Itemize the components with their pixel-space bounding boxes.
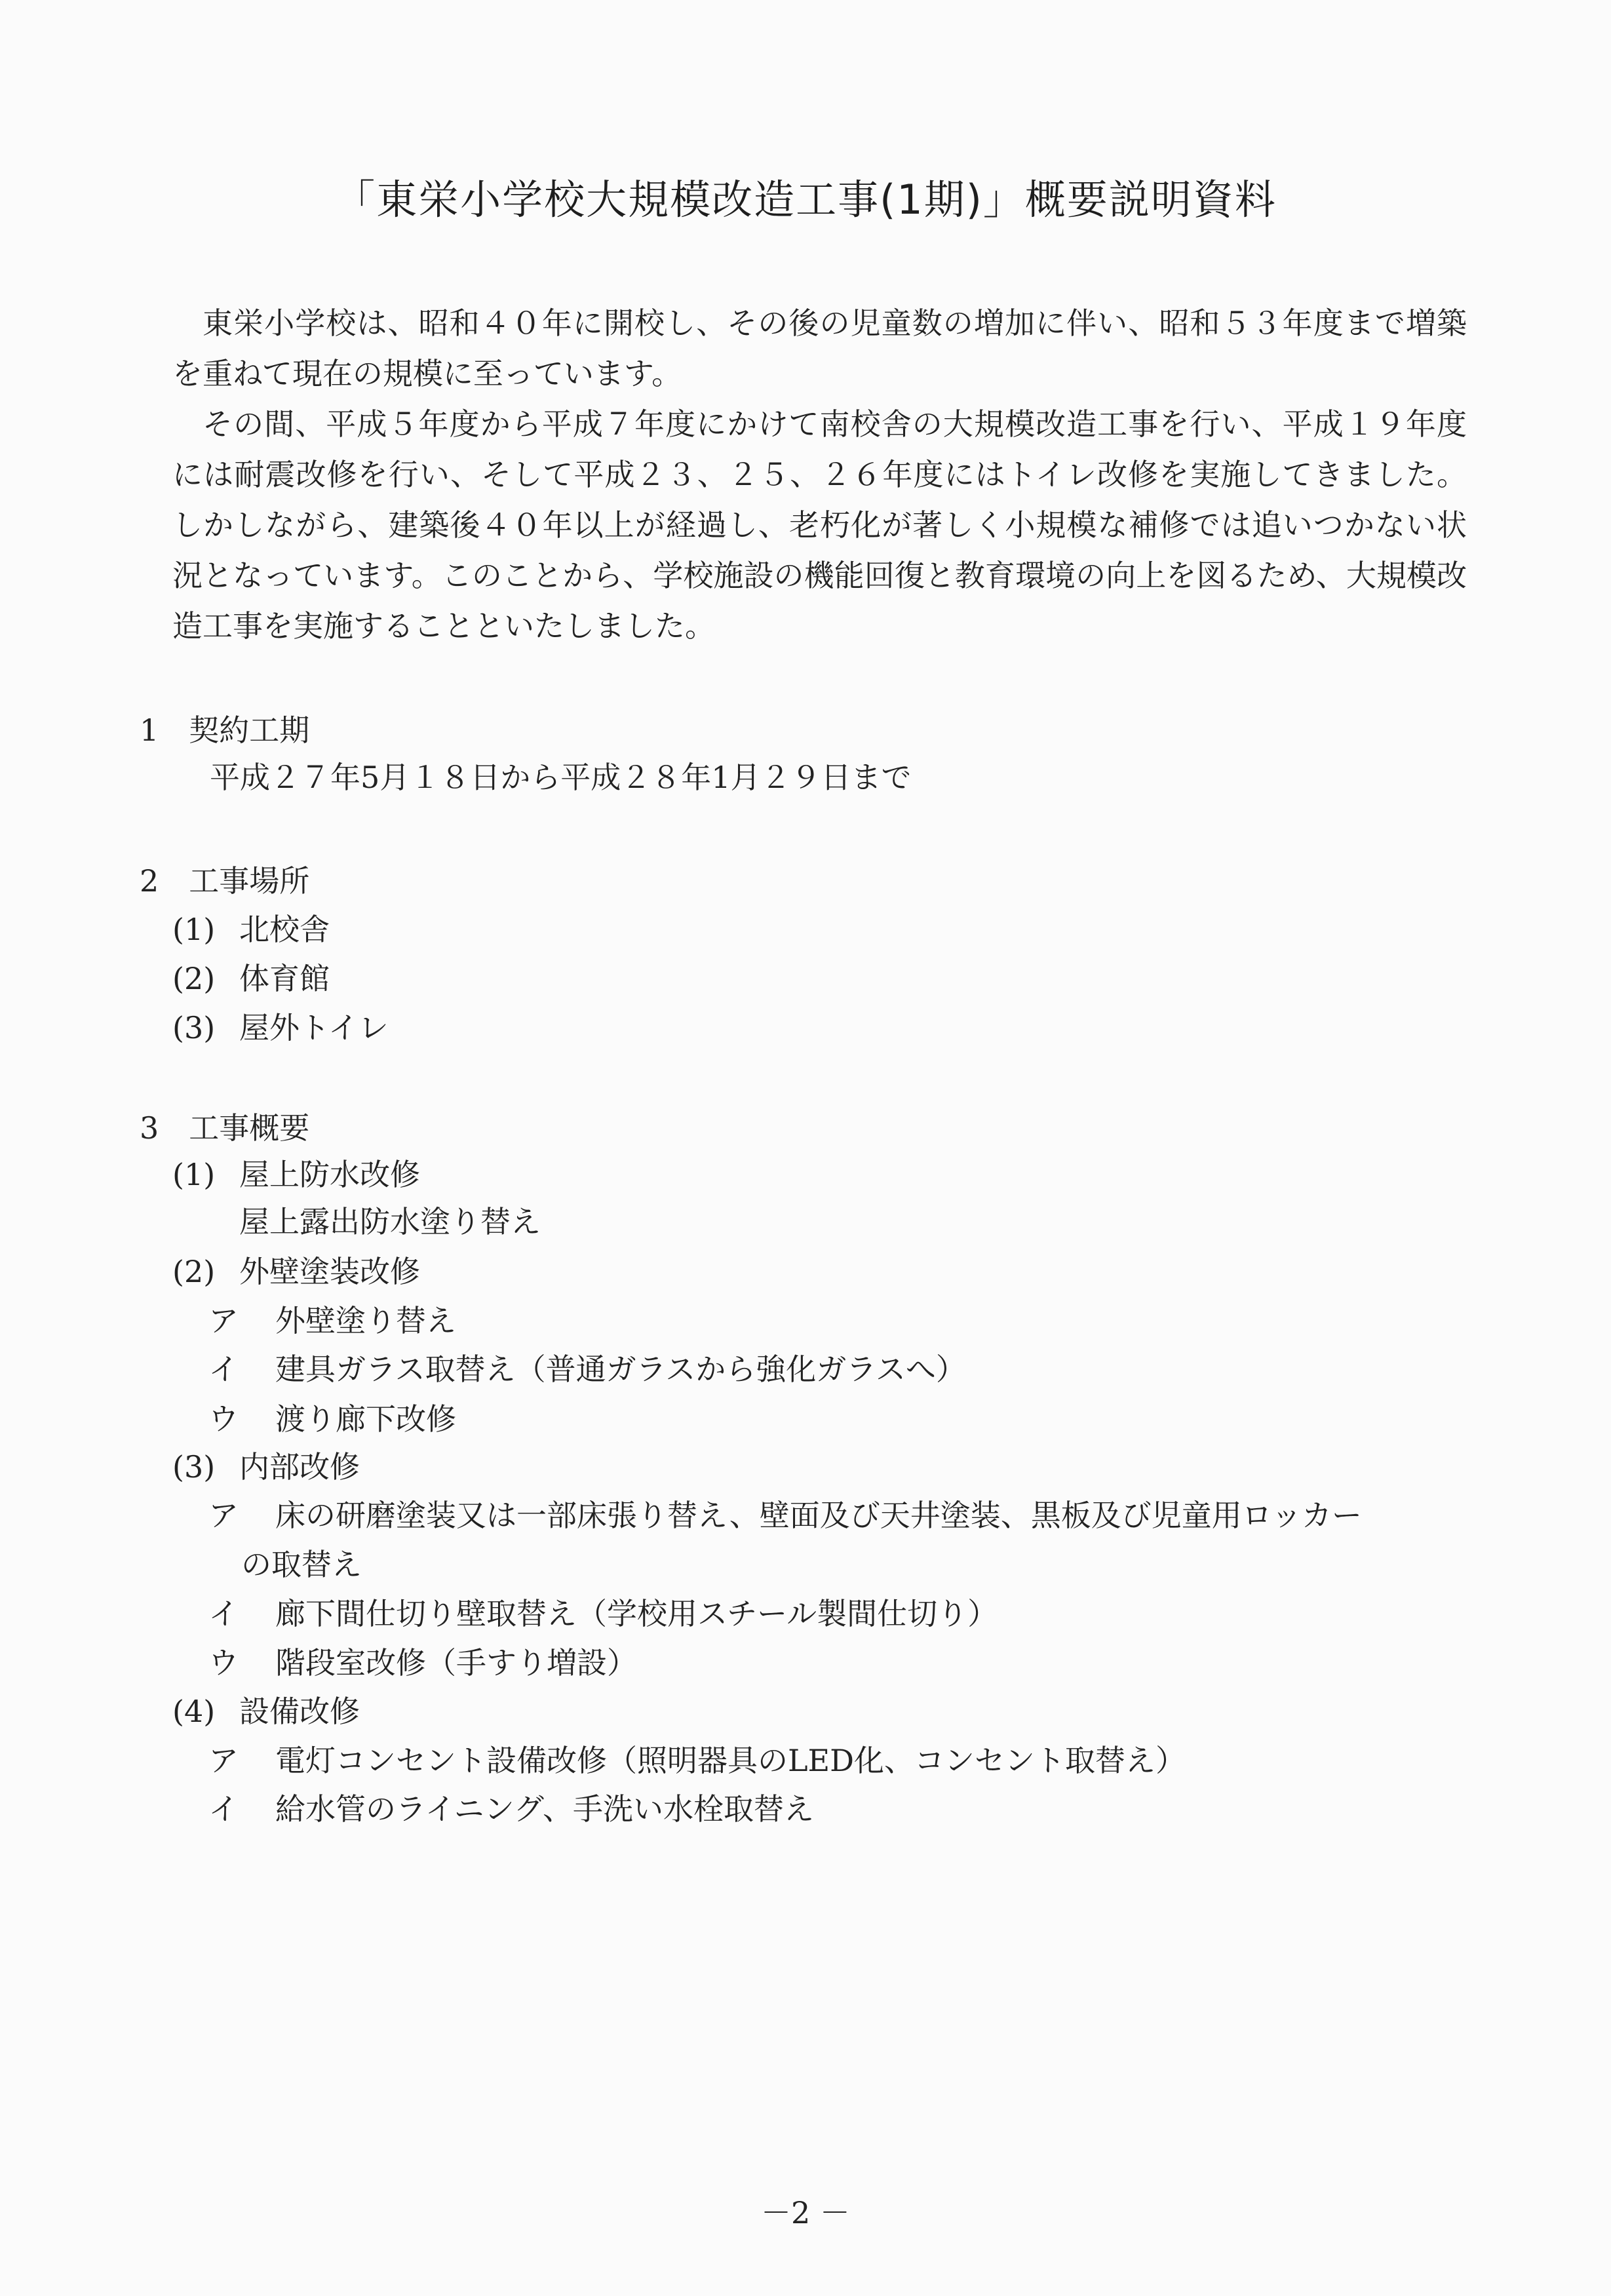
overview-2b-mark: イ	[208, 1352, 239, 1387]
overview-4b-text: 給水管のライニング、手洗い水栓取替え	[275, 1791, 815, 1827]
overview-2c-mark: ウ	[208, 1401, 239, 1437]
location-3-label: 屋外トイレ	[239, 1010, 389, 1045]
document-title: 「東栄小学校大規模改造工事(1期)」概要説明資料	[334, 176, 1277, 224]
overview-1-num: (1)	[172, 1157, 216, 1192]
overview-3-label: 内部改修	[239, 1449, 360, 1485]
overview-1-label: 屋上防水改修	[239, 1157, 420, 1192]
overview-2-num: (2)	[172, 1254, 216, 1289]
overview-2-label: 外壁塗装改修	[239, 1254, 420, 1289]
overview-3a-mark: ア	[208, 1498, 239, 1533]
section-1-heading: 1 契約工期	[140, 712, 310, 748]
overview-3c-text: 階段室改修（手すり増設）	[275, 1645, 637, 1681]
overview-2b-text: 建具ガラス取替え（普通ガラスから強化ガラスへ）	[275, 1352, 966, 1387]
section-2-heading: 2 工事場所	[140, 863, 310, 899]
overview-4-num: (4)	[172, 1694, 216, 1729]
location-1-num: (1)	[172, 912, 216, 947]
overview-4b-mark: イ	[208, 1791, 239, 1827]
intro-paragraph-1: 東栄小学校は、昭和４０年に開校し、その後の児童数の増加に伴い、昭和５３年度まで増築を重ねて現在の規模に至っています。	[172, 305, 1467, 391]
overview-4-label: 設備改修	[239, 1694, 360, 1729]
overview-3-num: (3)	[172, 1449, 216, 1485]
intro-paragraph-2: その間、平成５年度から平成７年度にかけて南校舎の大規模改造工事を行い、平成１９年度には耐震改修を行い、そして平成２３、２５、２６年度にはトイレ改修を実施してきました。しかしながら、建築後４０年以上が経過し、老朽化が著しく小規模な補修では追いつかない状況となっています。このことから、学校施設の機能回復と教育環境の向上を図るため、大規模改造工事を実施することといたしました。	[172, 406, 1467, 644]
location-1-label: 北校舎	[239, 912, 330, 947]
location-3-num: (3)	[172, 1010, 216, 1045]
overview-4a-mark: ア	[208, 1743, 239, 1778]
page-number: －2 －	[761, 2195, 850, 2230]
overview-3c-mark: ウ	[208, 1645, 239, 1681]
location-2-num: (2)	[172, 961, 216, 996]
overview-2c-text: 渡り廊下改修	[275, 1401, 456, 1437]
section-3-heading: 3 工事概要	[140, 1110, 310, 1146]
intro-text	[172, 298, 1467, 652]
overview-3b-text: 廊下間仕切り壁取替え（学校用スチール製間仕切り）	[275, 1596, 998, 1631]
overview-3a-continued: の取替え	[241, 1547, 362, 1582]
overview-2a-text: 外壁塗り替え	[275, 1303, 456, 1338]
overview-3a-text: 床の研磨塗装又は一部床張り替え、壁面及び天井塗装、黒板及び児童用ロッカー	[275, 1498, 1362, 1533]
overview-2a-mark: ア	[208, 1303, 239, 1338]
overview-3b-mark: イ	[208, 1596, 239, 1631]
contract-period: 平成２７年5月１８日から平成２８年1月２９日まで	[210, 760, 912, 795]
overview-1-detail: 屋上露出防水塗り替え	[239, 1204, 541, 1239]
overview-4a-text: 電灯コンセント設備改修（照明器具のLED化、コンセント取替え）	[275, 1743, 1186, 1778]
location-2-label: 体育館	[239, 961, 330, 996]
